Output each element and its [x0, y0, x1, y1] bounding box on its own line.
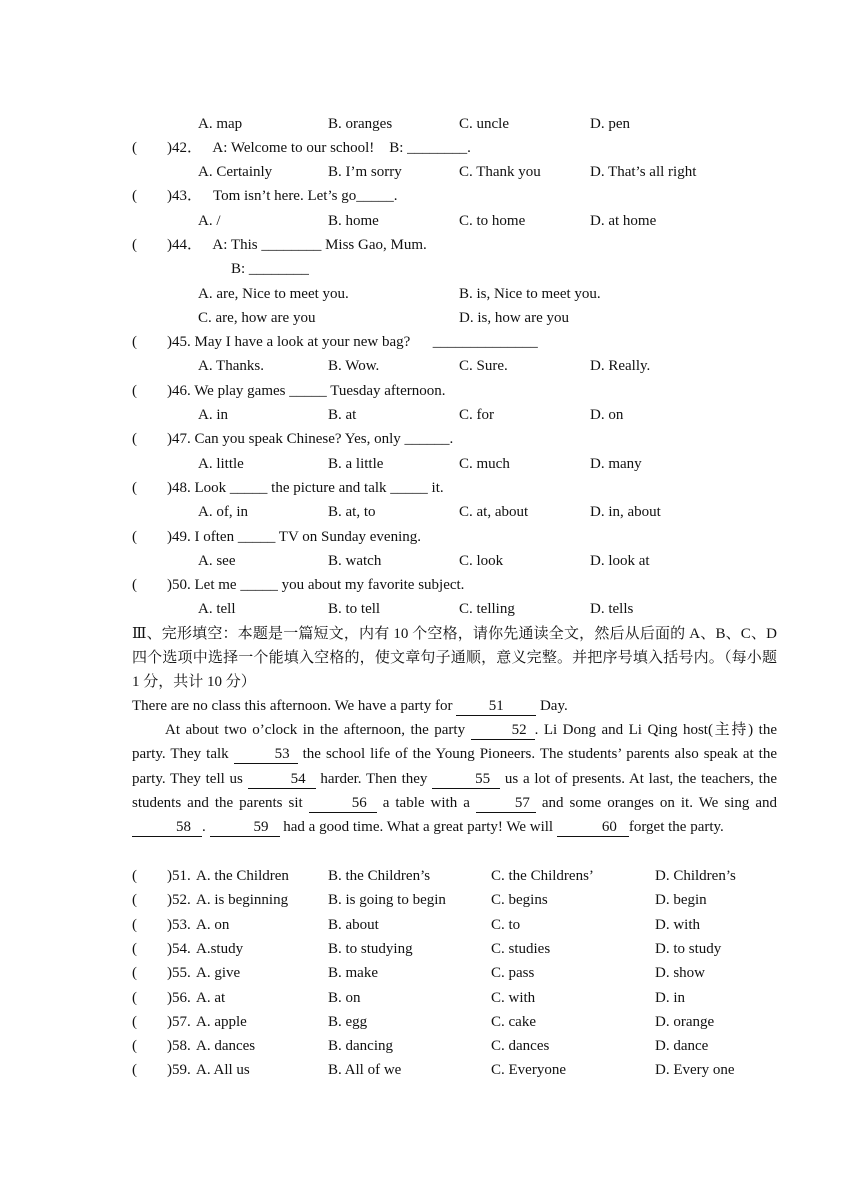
q52-option-d: D. begin: [655, 892, 707, 909]
q45-stem: 45. May I have a look at your new bag? ______________: [172, 334, 538, 350]
q55-option-d: D. show: [655, 965, 706, 982]
q56-option-c: C. with: [491, 989, 536, 1006]
passage-text: and some oranges on it. We sing and: [535, 794, 778, 811]
passage-text: us a lot of presents. At last, the teachers, the students and the parents sit: [132, 770, 777, 811]
q46-answer-bracket: ( ): [132, 383, 172, 399]
q44-answer-bracket: ( ): [132, 237, 172, 253]
q58-option-b: B. dancing: [328, 1038, 393, 1055]
q43-option-c: C. to home: [459, 213, 526, 229]
q46-option-b: B. at: [328, 407, 357, 423]
q56-option-d: D. in: [655, 989, 685, 1006]
q49-option-d: D. look at: [590, 553, 650, 569]
q50-option-c: C. telling: [459, 601, 515, 617]
passage-text: At about two o’clock in the afternoon, the party: [165, 722, 471, 739]
q57-option-d: D. orange: [655, 1013, 715, 1030]
q48-option-d: D. in, about: [590, 504, 661, 520]
q50-stem: 50. Let me _____ you about my favorite subject.: [172, 577, 465, 593]
q43-option-a: A. /: [198, 213, 221, 229]
q51-option-d: D. Children’s: [655, 868, 736, 884]
q43-answer-bracket: ( ): [132, 188, 172, 204]
q59-answer-bracket: ( ): [132, 1062, 172, 1079]
q55-option-a: A. give: [196, 965, 241, 982]
blank-55: 55: [432, 770, 500, 789]
q54-option-d: D. to study: [655, 940, 722, 957]
q56-option-b: B. on: [328, 989, 361, 1006]
q47-option-b: B. a little: [328, 456, 384, 472]
cloze-paragraph-1: [132, 694, 777, 718]
q51-question-number: 51.: [172, 868, 191, 884]
q47-option-d: D. many: [590, 456, 642, 472]
q48-stem: 48. Look _____ the picture and talk _____ it.: [172, 480, 444, 496]
q44-option-a: A. are, Nice to meet you.: [198, 286, 349, 302]
blank-51: 51: [456, 697, 536, 716]
q59-option-b: B. All of we: [328, 1062, 402, 1079]
q59-option-d: D. Every one: [655, 1062, 735, 1079]
q46-option-a: A. in: [198, 407, 228, 423]
q42-option-c: C. Thank you: [459, 164, 541, 180]
blank-58: 58: [132, 818, 202, 837]
q54-option-c: C. studies: [491, 940, 551, 957]
passage-text: . Li Dong and Li Qing host(主持) the party. They talk: [132, 722, 777, 763]
q48-option-c: C. at, about: [459, 504, 529, 520]
passage-text: There are no class this afternoon. We have a party for: [132, 698, 457, 714]
q54-option-a: A.study: [196, 940, 244, 957]
q58-option-d: D. dance: [655, 1038, 709, 1055]
q55-question-number: 55.: [172, 965, 191, 982]
passage-text: a table with a: [376, 794, 476, 811]
q49-stem: 49. I often _____ TV on Sunday evening.: [172, 529, 422, 545]
blank-59: 59: [210, 818, 280, 837]
q51-answer-bracket: ( ): [132, 868, 172, 884]
q43-option-d: D. at home: [590, 213, 657, 229]
passage-text: forget the party.: [628, 819, 724, 836]
q53-question-number: 53.: [172, 916, 191, 933]
q53-answer-bracket: ( ): [132, 916, 172, 933]
q51-option-a: A. the Children: [196, 868, 289, 884]
q47-stem: 47. Can you speak Chinese? Yes, only ______.: [172, 431, 454, 447]
q59-option-c: C. Everyone: [491, 1062, 566, 1079]
q41-option-b: B. oranges: [328, 116, 393, 132]
q42-answer-bracket: ( ): [132, 140, 172, 156]
q49-answer-bracket: ( ): [132, 529, 172, 545]
passage-text: the school life of the Young Pioneers. The students’ parents also speak at the party. They tell us: [132, 746, 777, 787]
q58-option-c: C. dances: [491, 1038, 550, 1055]
q43-option-b: B. home: [328, 213, 379, 229]
q45-option-b: B. Wow.: [328, 358, 380, 374]
q45-option-a: A. Thanks.: [198, 358, 264, 374]
q48-option-b: B. at, to: [328, 504, 376, 520]
q45-option-c: C. Sure.: [459, 358, 508, 374]
q47-option-a: A. little: [198, 456, 244, 472]
passage-text: harder. Then they: [315, 770, 433, 787]
q41-option-d: D. pen: [590, 116, 630, 132]
q42-stem: 42． A: Welcome to our school! B: ________.: [172, 140, 471, 156]
passage-text: Day.: [536, 698, 568, 714]
passage-text: .: [202, 819, 210, 836]
cloze-paragraph-2: [132, 718, 777, 839]
q45-answer-bracket: ( ): [132, 334, 172, 350]
q52-question-number: 52.: [172, 892, 191, 909]
q50-option-a: A. tell: [198, 601, 236, 617]
q46-option-c: C. for: [459, 407, 494, 423]
q53-option-c: C. to: [491, 916, 521, 933]
q58-answer-bracket: ( ): [132, 1038, 172, 1055]
q50-answer-bracket: ( ): [132, 577, 172, 593]
q58-option-a: A. dances: [196, 1038, 256, 1055]
q59-question-number: 59.: [172, 1062, 191, 1079]
q55-option-c: C. pass: [491, 965, 535, 982]
q52-answer-bracket: ( ): [132, 892, 172, 909]
q57-option-c: C. cake: [491, 1013, 536, 1030]
passage-text: had a good time. What a great party! We will: [279, 819, 557, 836]
q56-answer-bracket: ( ): [132, 989, 172, 1006]
q42-option-d: D. That’s all right: [590, 164, 697, 180]
q42-option-b: B. I’m sorry: [328, 164, 402, 180]
q57-option-a: A. apple: [196, 1013, 247, 1030]
q48-option-a: A. of, in: [198, 504, 248, 520]
q46-stem: 46. We play games _____ Tuesday afternoon.: [172, 383, 446, 399]
q50-option-d: D. tells: [590, 601, 634, 617]
q44-option-b: B. is, Nice to meet you.: [459, 286, 601, 302]
q51-option-b: B. the Children’s: [328, 868, 431, 884]
q44-option-d: D. is, how are you: [459, 310, 569, 326]
q54-answer-bracket: ( ): [132, 940, 172, 957]
blank-57: 57: [476, 794, 536, 813]
q52-option-c: C. begins: [491, 892, 548, 909]
q57-answer-bracket: ( ): [132, 1013, 172, 1030]
q54-question-number: 54.: [172, 940, 191, 957]
q49-option-a: A. see: [198, 553, 236, 569]
q55-option-b: B. make: [328, 965, 378, 982]
q56-option-a: A. at: [196, 989, 226, 1006]
q55-answer-bracket: ( ): [132, 965, 172, 982]
q53-option-a: A. on: [196, 916, 230, 933]
q49-option-b: B. watch: [328, 553, 382, 569]
q57-option-b: B. egg: [328, 1013, 368, 1030]
q41-option-a: A. map: [198, 116, 243, 132]
q58-question-number: 58.: [172, 1038, 191, 1055]
cloze-passage: [132, 694, 777, 839]
q52-option-b: B. is going to begin: [328, 892, 446, 909]
q47-answer-bracket: ( ): [132, 431, 172, 447]
q43-stem: 43． Tom isn’t here. Let’s go_____.: [172, 188, 398, 204]
q44-stem-reply: B: ________: [231, 261, 309, 277]
q50-option-b: B. to tell: [328, 601, 381, 617]
q53-option-b: B. about: [328, 916, 379, 933]
blank-60: 60: [557, 818, 629, 837]
q45-option-d: D. Really.: [590, 358, 651, 374]
blank-52: 52: [471, 721, 535, 740]
section-3-title: Ⅲ、完形填空：本题是一篇短文，内有 10 个空格，请你先通读全文，然后从后面的 A、B、C、D 四个选项中选择一个能填入空格的，使文章句子通顺，意义完整。并把序号填入括号内。（每小题 1 分，共计 10 分）: [132, 626, 777, 691]
q46-option-d: D. on: [590, 407, 624, 423]
q53-option-d: D. with: [655, 916, 700, 933]
q51-option-c: C. the Childrens’: [491, 868, 594, 884]
q41-option-c: C. uncle: [459, 116, 509, 132]
q59-option-a: A. All us: [196, 1062, 250, 1079]
q48-answer-bracket: ( ): [132, 480, 172, 496]
q49-option-c: C. look: [459, 553, 504, 569]
q54-option-b: B. to studying: [328, 940, 413, 957]
q42-option-a: A. Certainly: [198, 164, 273, 180]
blank-53: 53: [234, 745, 298, 764]
q57-question-number: 57.: [172, 1013, 191, 1030]
q44-stem: 44． A: This ________ Miss Gao, Mum.: [172, 237, 427, 253]
q44-option-c: C. are, how are you: [198, 310, 316, 326]
q56-question-number: 56.: [172, 989, 191, 1006]
q47-option-c: C. much: [459, 456, 510, 472]
blank-56: 56: [309, 794, 377, 813]
blank-54: 54: [248, 770, 316, 789]
q52-option-a: A. is beginning: [196, 892, 289, 909]
